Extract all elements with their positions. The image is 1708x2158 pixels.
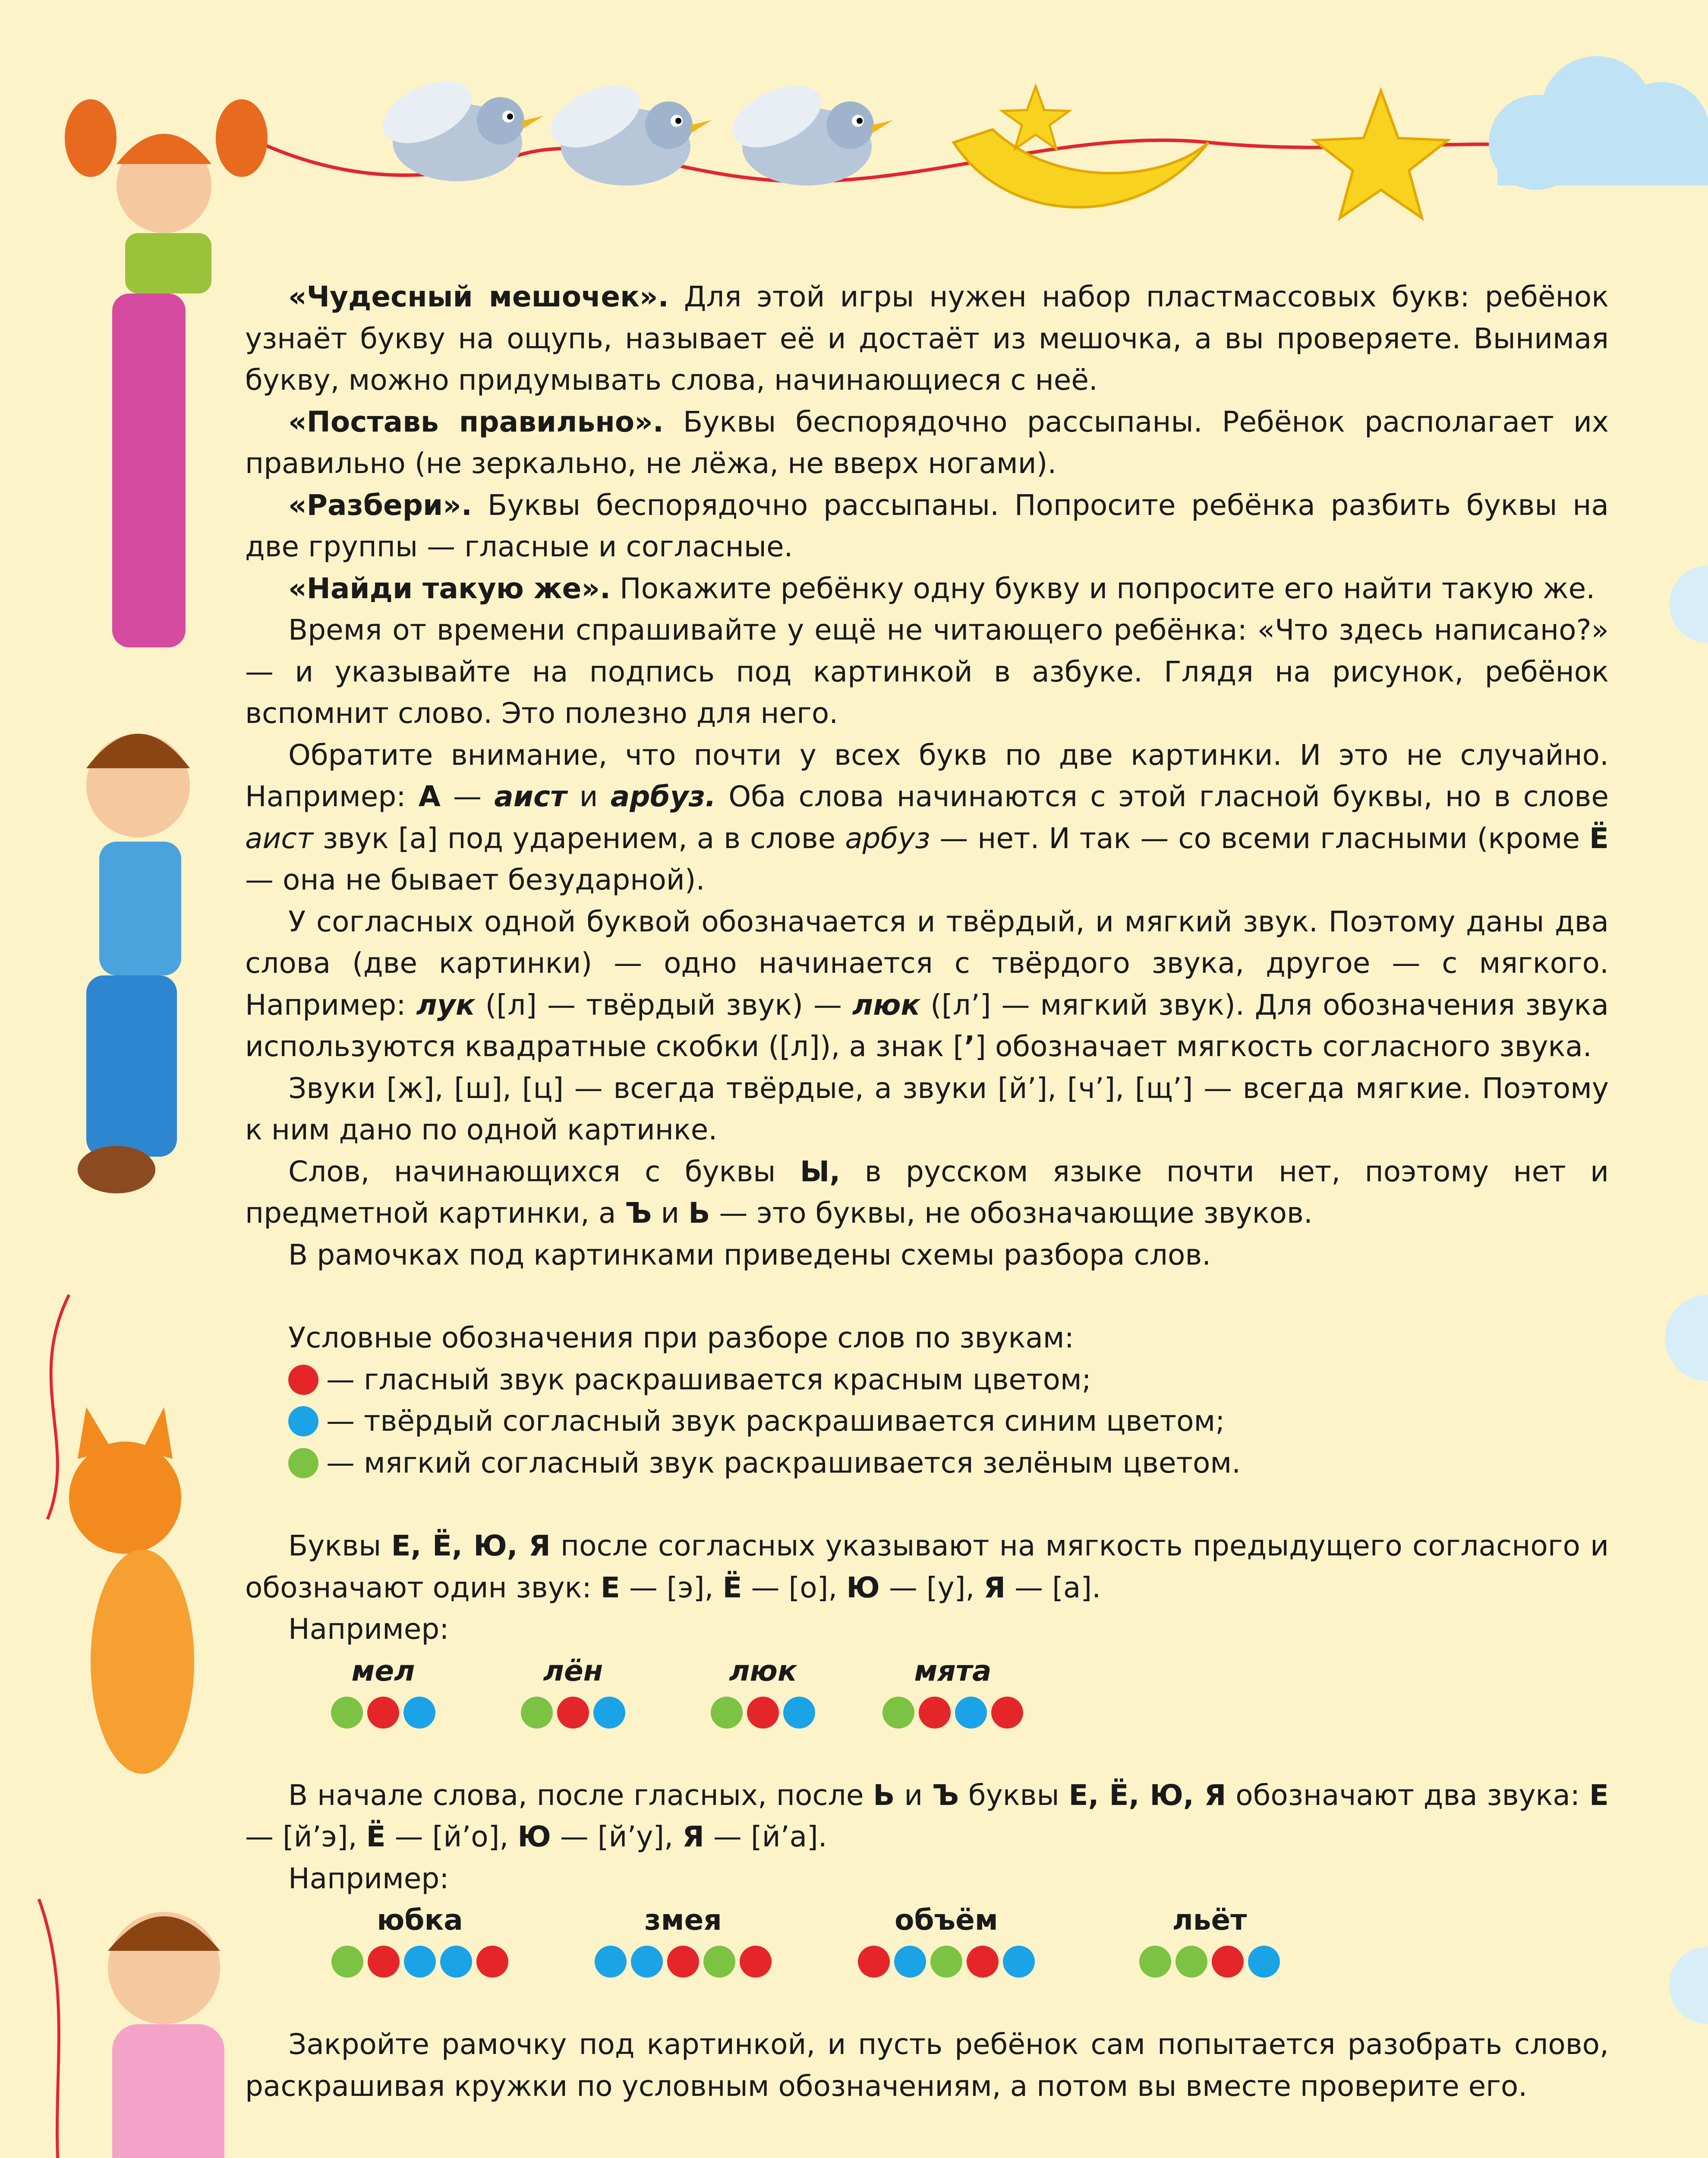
hard-sound-dot [955,1697,987,1729]
vowel-sound-dot [557,1697,589,1729]
text-run: — [й’э], [245,1820,366,1853]
letter: Е [1589,1778,1609,1812]
text-run: после согласных указывают на мягкость предыдущего согласного и обозначают один звук: [245,1529,1609,1604]
game-text: Покажите ребёнку одну букву и попросите его найти такую же. [611,571,1595,605]
text-run: ([л] — твёрдый звук) — [475,988,852,1022]
hard-sound-dot [1003,1946,1035,1978]
spacer [245,1484,1609,1525]
closing-paragraph: Закройте рамочку под картинкой, и пусть ребёнок сам попытается разобрать слово, раскрашивая кружки по условным обозначениям, а потом вы вместе проверите его. [245,2028,1609,2103]
example-word: люк [852,988,920,1022]
soft-sound-dot [882,1697,914,1729]
vowel-sound-dot [667,1946,699,1978]
paragraph-time: Время от времени спрашивайте у ещё не читающего ребёнка: «Что здесь написано?» — и указывайте на подпись под картинкой в азбуке. Глядя на рисунок, ребёнок вспомнит слово. Это полезно для него. [245,613,1609,730]
game-text: Буквы беспорядочно рассыпаны. Попросите ребёнка разбить буквы на две группы — гласные и согласные. [245,488,1609,563]
blue-circle-icon [288,1406,318,1436]
child-girl-bottom-icon [108,1912,224,2158]
example-item [551,1899,815,1982]
paragraph-letter-y [245,1151,1609,1234]
hard-sound-dot [403,1697,435,1729]
example-label: Например: [288,1612,449,1646]
letter: Я [682,1820,704,1853]
text-run: и [652,1196,689,1230]
soft-sound-dot [711,1697,743,1729]
paragraph-frames: В рамочках под картинками приведены схемы разбора слов. [288,1238,1211,1271]
child-girl-top-icon [65,99,268,647]
hard-sound-dot [1248,1946,1280,1978]
sound-scheme [858,1692,1048,1733]
paragraph-two-pictures [245,735,1609,901]
example-word: юбка [377,1903,463,1937]
example-word: арбуз [845,821,930,855]
example-word: льёт [1172,1903,1247,1937]
cloud-icon [1665,565,1708,2024]
soft-sound-dot [930,1946,962,1978]
letter: Ё [722,1571,742,1604]
text-run: — [440,780,495,813]
text-run: — [э], [620,1571,723,1604]
sound-scheme [1078,1941,1341,1982]
soft-sound-dot [1139,1946,1171,1978]
text-run: звук [а] под ударением, а в слове [313,821,845,855]
text-run: и [895,1778,933,1812]
star-icon [1314,91,1448,218]
sound-scheme [668,1692,858,1733]
text-run: Буквы [288,1529,391,1562]
game-paragraph [245,276,1609,401]
game-paragraph [245,568,1609,610]
letter: Я [983,1571,1006,1604]
example-word: мята [914,1654,992,1688]
text-run: — нет. И так — со всеми гласными (кроме [930,821,1589,855]
sound-scheme [288,1941,551,1982]
sound-scheme [551,1941,815,1982]
text-run: В начале слова, после гласных, после [288,1778,873,1812]
bird-icon [373,69,544,181]
legend-text: — твёрдый согласный звук раскрашивается синим цветом; [326,1404,1225,1438]
text-run: — [й’а]. [704,1820,827,1853]
legend-vowel [245,1359,1609,1401]
vowel-sound-dot [967,1946,999,1978]
vowel-sound-dot [476,1946,508,1978]
text-run: — [й’о], [385,1820,518,1853]
soft-sound-dot [331,1946,363,1978]
examples-one-sound [245,1650,1609,1733]
text-run: — [й’у], [551,1820,683,1853]
hard-sound-dot [783,1697,815,1729]
vowel-sound-dot [740,1946,772,1978]
game-title: «Чудесный мешочек». [288,280,669,313]
paragraph-sounds: Звуки [ж], [ш], [ц] — всегда твёрдые, а звуки [й’], [ч’], [щ’] — всегда мягкие. Поэтому к ним дано по одной картинке. [245,1071,1609,1146]
letter: Е [600,1571,620,1604]
soft-sound-dot [331,1697,363,1729]
sound-scheme [815,1941,1078,1982]
sound-scheme [478,1692,668,1733]
spacer [245,1982,1609,2024]
text-run: Обратите внимание, что почти у всех букв по две картинки. И это не случайно. Например: [245,738,1609,813]
instructions-text [245,276,1609,2107]
text-run: — она не бывает безударной). [245,863,705,896]
text-run: — это буквы, не обозначающие звуков. [710,1196,1313,1230]
text-run: буквы [959,1778,1069,1812]
text-run: — [а]. [1005,1571,1101,1604]
vowel-sound-dot [747,1697,779,1729]
legend-title: Условные обозначения при разборе слов по звукам: [288,1321,1074,1354]
letter: Ь [688,1196,710,1230]
star-icon [1002,86,1069,149]
example-item [858,1650,1048,1733]
example-word: объём [895,1903,998,1937]
example-word: арбуз. [610,780,716,813]
vowel-sound-dot [919,1697,951,1729]
side-string [39,1295,86,2158]
hard-sound-dot [631,1946,663,1978]
letter: Ё [1589,821,1609,855]
example-word: аист [245,821,314,855]
examples-two-sounds [245,1899,1609,1982]
text-run: Оба слова начинаются с этой гласной буквы, но в слове [716,780,1609,813]
child-boy-icon [78,734,190,1193]
hard-sound-dot [440,1946,472,1978]
hard-sound-dot [595,1946,627,1978]
text-run: и [567,780,611,813]
green-circle-icon [288,1448,318,1478]
letter: Ы, [800,1155,841,1188]
text-run: в русском языке почти нет, поэтому нет и предметной картинки, а [245,1155,1609,1230]
legend-soft [245,1442,1609,1484]
hard-sound-dot [404,1946,436,1978]
example-label: Например: [288,1861,449,1895]
soft-sign-mark: ’ [964,1030,975,1063]
example-word: лён [543,1654,603,1688]
paragraph-consonants [245,901,1609,1068]
legend-text: — мягкий согласный звук раскрашивается зелёным цветом. [326,1446,1241,1480]
soft-sound-dot [1175,1946,1207,1978]
letter: Ъ [932,1778,959,1812]
letter: Ъ [625,1196,652,1230]
letters: Е, Ё, Ю, Я [1068,1778,1226,1812]
rule-one-sound [245,1525,1609,1609]
spacer [245,1733,1609,1775]
legend-text: — гласный звук раскрашивается красным цветом; [326,1363,1091,1396]
example-item [815,1899,1078,1982]
hard-sound-dot [894,1946,926,1978]
spacer [245,1276,1609,1317]
bird-icon [723,73,893,186]
example-item [288,1650,478,1733]
game-title: «Найди такую же». [288,571,611,605]
example-item [668,1650,858,1733]
game-paragraph [245,401,1609,485]
text-run: — [о], [742,1571,847,1604]
example-item [288,1899,551,1982]
text-run: Слов, начинающихся с буквы [288,1155,800,1188]
text-run: У согласных одной буквой обозначается и твёрдый, и мягкий звук. Поэтому даны два слова (две картинки) — одно начинается с твёрдого звука, другое — с мягкого. Например: [245,905,1609,1022]
vowel-sound-dot [858,1946,890,1978]
cloud-icon [1489,56,1708,190]
game-text: Буквы беспорядочно рассыпаны. Ребёнок располагает их правильно (не зеркально, не лёжа, не вверх ногами). [245,405,1609,480]
text-run: ([л’] — мягкий звук). Для обозначения звука используются квадратные скобки ([л]), а знак [ [245,988,1609,1063]
example-word: мел [351,1654,415,1688]
letter: Ю [517,1820,551,1853]
example-word: змея [644,1903,722,1937]
example-item [1078,1899,1341,1982]
game-title: «Поставь правильно». [288,405,664,439]
letter: Ь [873,1778,895,1812]
vowel-sound-dot [991,1697,1023,1729]
vowel-sound-dot [1212,1946,1244,1978]
example-item [478,1650,668,1733]
game-paragraph [245,485,1609,568]
letters: Е, Ё, Ю, Я [391,1529,551,1562]
rule-two-sounds [245,1775,1609,1858]
example-word: лук [416,988,475,1022]
cat-icon [69,1407,194,1774]
legend-hard [245,1401,1609,1442]
vowel-sound-dot [368,1946,400,1978]
red-circle-icon [288,1365,318,1395]
example-word: аист [494,780,567,813]
soft-sound-dot [521,1697,553,1729]
text-run: — [у], [879,1571,984,1604]
game-title: «Разбери». [288,488,472,522]
game-text: Для этой игры нужен набор пластмассовых букв: ребёнок узнаёт букву на ощупь, называет её и достаёт из мешочка, а вы проверяете. Вынимая букву, можно придумывать слова, начинающиеся с неё. [245,280,1609,397]
example-word: люк [729,1654,797,1688]
sound-scheme [288,1692,478,1733]
text-run: ] обозначает мягкость согласного звука. [975,1030,1592,1063]
vowel-sound-dot [367,1697,399,1729]
letter: Ё [366,1820,386,1853]
soft-sound-dot [703,1946,735,1978]
hard-sound-dot [593,1697,625,1729]
letter: Ю [846,1571,880,1604]
text-run: обозначают два звука: [1226,1778,1589,1812]
letter: А [418,780,441,813]
